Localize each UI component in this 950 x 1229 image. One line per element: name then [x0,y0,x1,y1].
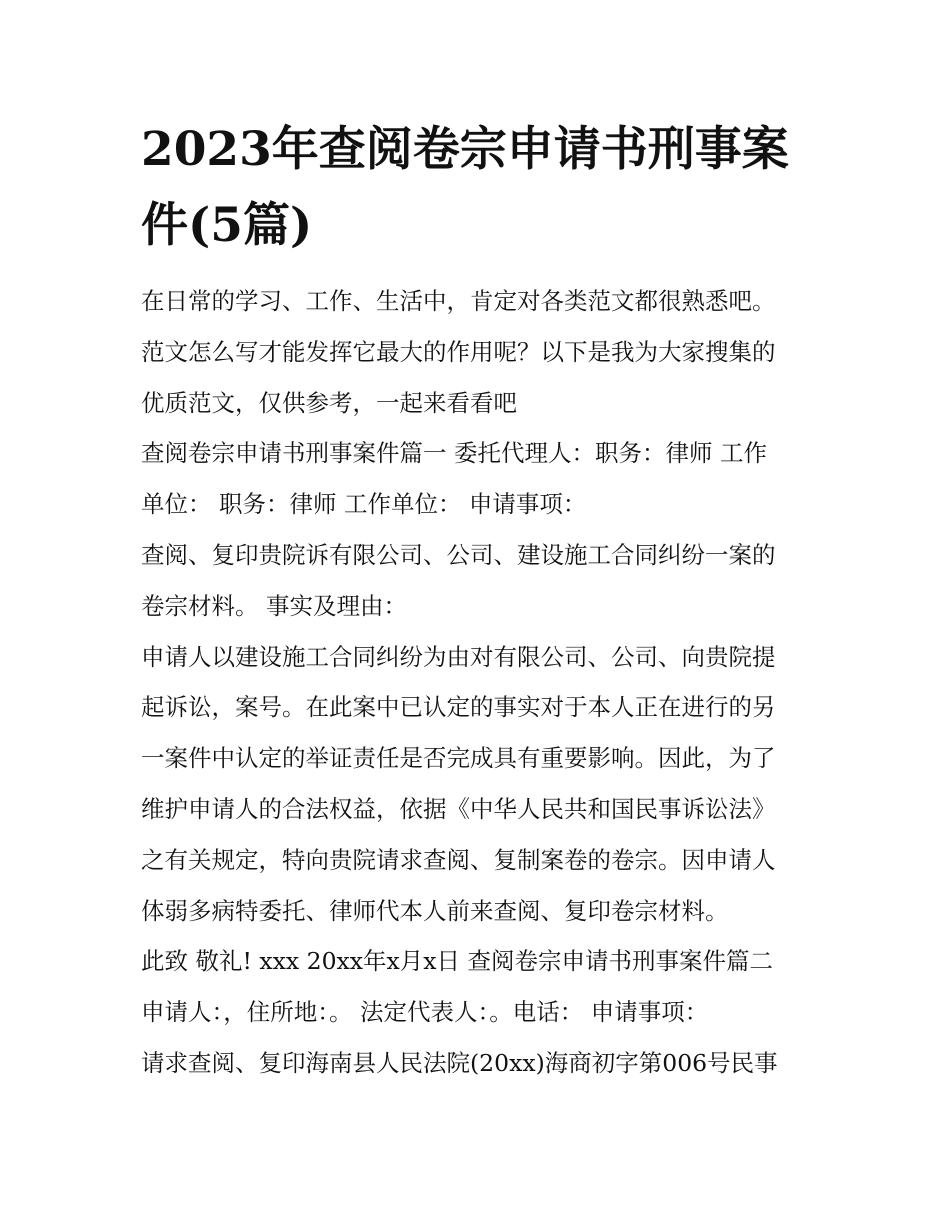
body-line: 优质范文，仅供参考，一起来看看吧 [141,388,517,417]
body-line: 一案件中认定的举证责任是否完成具有重要影响。因此，为了 [141,744,776,773]
body-line: 卷宗材料。 事实及理由： [141,591,407,620]
body-line: 单位： 职务：律师 工作单位： 申请事项： [141,490,587,519]
body-line: 之有关规定，特向贵院请求查阅、复制案卷的卷宗。因申请人 [141,845,776,874]
title-line: 件(5篇) [141,198,313,253]
body-line: 查阅卷宗申请书刑事案件篇一 委托代理人：职务：律师 工作 [141,439,767,468]
body-line: 起诉讼，案号。在此案中已认定的事实对于本人正在进行的另 [141,693,776,722]
body-line: 申请人以建设施工合同纠纷为由对有限公司、公司、向贵院提 [141,642,776,671]
body-line: 体弱多病特委托、律师代本人前来查阅、复印卷宗材料。 [141,896,729,925]
document-page [141,112,821,1089]
document-title [141,112,821,264]
title-line: 2023年查阅卷宗申请书刑事案 [141,122,789,177]
body-line: 维护申请人的合法权益，依据《中华人民共和国民事诉讼法》 [141,794,776,823]
body-line: 此致 敬礼! xxx 20xx年x月x日 查阅卷宗申请书刑事案件篇二 [141,947,773,976]
body-line: 范文怎么写才能发挥它最大的作用呢？以下是我为大家搜集的 [141,337,776,366]
body-line: 在日常的学习、工作、生活中，肯定对各类范文都很熟悉吧。 [141,287,776,315]
body-line: 查阅、复印贵院诉有限公司、公司、建设施工合同纠纷一案的 [141,540,776,569]
body-line: 请求查阅、复印海南县人民法院(20xx)海商初字第006号民事 [141,1048,778,1077]
document-body [141,276,821,1089]
body-line: 申请人：，住所地：。 法定代表人：。电话： 申请事项： [141,998,709,1027]
